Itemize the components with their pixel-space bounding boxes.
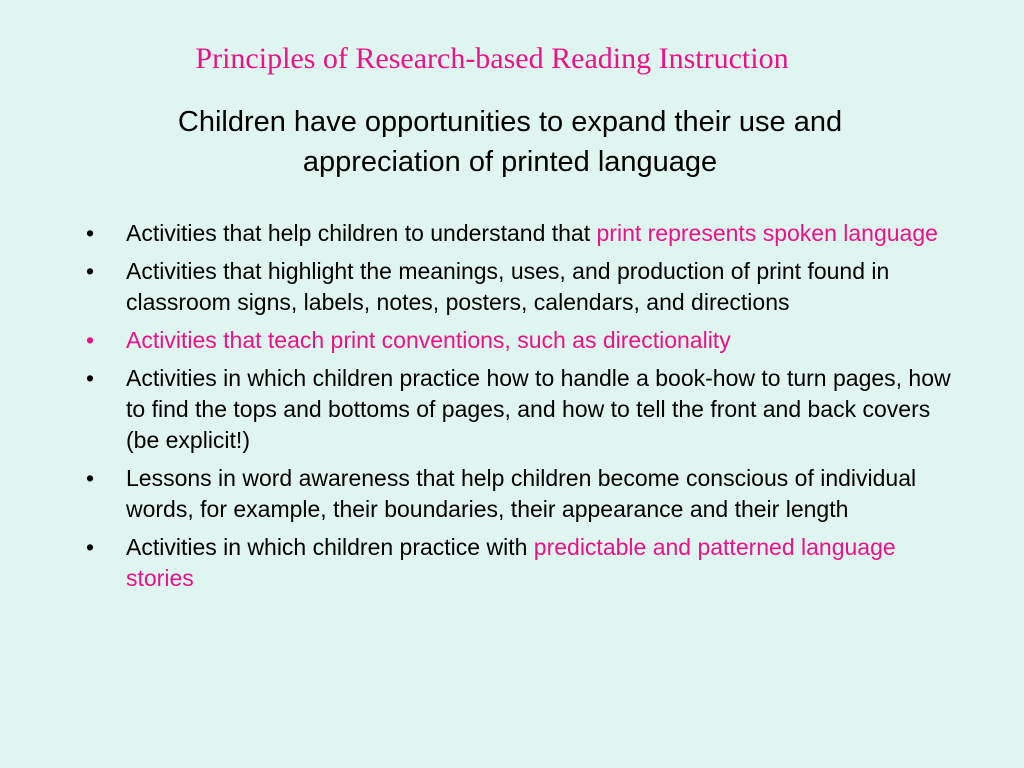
bullet-text: Activities in which children practice with xyxy=(126,534,534,560)
bullet-highlight: predictable and patterned language stories xyxy=(126,534,896,591)
bullet-item-1 xyxy=(86,218,956,249)
bullet-text: Activities that teach print conventions, such as directionality xyxy=(126,327,731,353)
bullet-item-6 xyxy=(86,532,956,594)
bullet-item-3 xyxy=(86,325,956,356)
bullet-text: Activities that highlight the meanings, uses, and production of print found in classroom signs, labels, notes, posters, calendars, and directions xyxy=(126,258,890,315)
bullet-highlight: print represents spoken language xyxy=(596,220,938,246)
bullet-icon: • xyxy=(86,534,95,560)
bullet-icon: • xyxy=(86,465,95,491)
bullet-item-5 xyxy=(86,463,956,525)
bullet-icon: • xyxy=(86,258,95,284)
bullet-icon: • xyxy=(86,365,95,391)
bullet-list xyxy=(86,218,956,601)
bullet-text: Activities in which children practice how to handle a book-how to turn pages, how to find the tops and bottoms of pages, and how to tell the front and back covers (be explicit!) xyxy=(126,365,951,453)
bullet-icon: • xyxy=(86,220,95,246)
bullet-item-4 xyxy=(86,363,956,456)
bullet-text: Lessons in word awareness that help children become conscious of individual words, for example, their boundaries, their appearance and their length xyxy=(126,465,917,522)
slide-subtitle: Children have opportunities to expand their use and appreciation of printed language xyxy=(177,106,843,178)
bullet-icon: • xyxy=(86,327,95,353)
bullet-item-2 xyxy=(86,256,956,318)
bullet-text: Activities that help children to understand that xyxy=(126,220,597,246)
slide-title: Principles of Research-based Reading Instruction xyxy=(195,42,789,75)
